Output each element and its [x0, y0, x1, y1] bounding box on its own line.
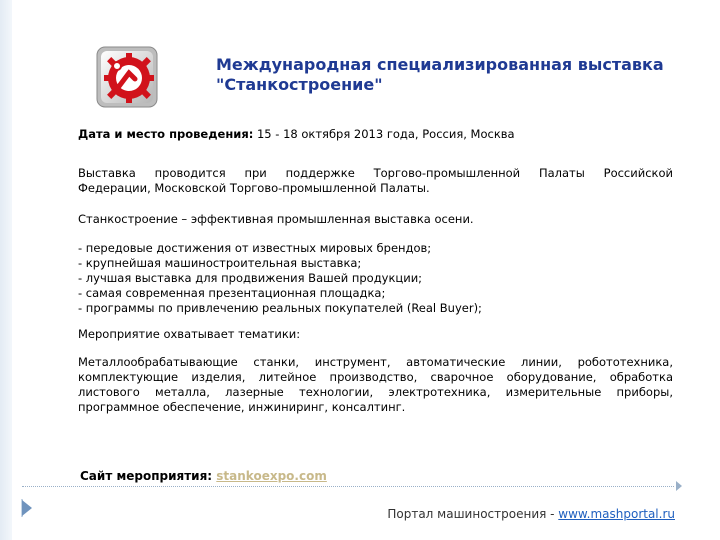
list-item: - программы по привлечению реальных покупателей (Real Buyer);	[78, 301, 482, 315]
topics-text: Металлообрабатывающие станки, инструмент, автоматические линии, робототехника, комплектующие изделия, литейное производство, сварочное оборудование, обработка листового металла, лазерные технологии, электротехника, измерительные приборы, программное обеспечение, инжиниринг, консалтинг.	[78, 355, 673, 414]
support-word: Российской	[603, 166, 673, 180]
site-link[interactable]: stankoexpo.com	[216, 469, 327, 483]
list-item: - лучшая выставка для продвижения Вашей продукции;	[78, 271, 423, 285]
event-site	[80, 469, 327, 483]
event-date-place	[78, 127, 673, 142]
footer-text: Портал машиностроения -	[387, 507, 559, 521]
date-value: 15 - 18 октября 2013 года, Россия, Москва	[256, 127, 515, 141]
support-word: при	[244, 166, 267, 180]
support-word: Выставка	[78, 166, 136, 180]
title-line-2: "Станкостроение"	[216, 75, 383, 94]
support-word: проводится	[154, 166, 226, 180]
support-line-2: Федерации, Московской Торгово-промышленной Палаты.	[78, 181, 430, 195]
list-item: - самая современная презентационная площадка;	[78, 286, 386, 300]
list-item: - передовые достижения от известных мировых брендов;	[78, 241, 432, 255]
list-item: - крупнейшая машиностроительная выставка;	[78, 256, 362, 270]
support-paragraph	[78, 166, 673, 196]
support-line-1	[78, 166, 673, 181]
support-word: Торгово-промышленной	[373, 166, 521, 180]
date-label: Дата и место проведения:	[78, 127, 254, 141]
page-title	[216, 55, 696, 95]
nav-arrow-icon	[22, 500, 32, 516]
topics-heading: Мероприятие охватывает тематики:	[78, 327, 301, 341]
left-decorative-band	[0, 0, 12, 540]
advantages-list	[78, 241, 673, 316]
site-label: Сайт мероприятия:	[80, 469, 213, 483]
divider-arrow-icon	[676, 481, 682, 491]
gear-logo-icon	[95, 45, 159, 109]
footer-link[interactable]: www.mashportal.ru	[558, 507, 675, 521]
support-word: Палаты	[538, 166, 585, 180]
tagline: Станкостроение – эффективная промышленная выставка осени.	[78, 212, 474, 226]
title-line-1: Международная специализированная выставка	[216, 55, 664, 74]
footer-divider	[22, 486, 674, 487]
footer	[387, 507, 675, 521]
support-word: поддержке	[285, 166, 355, 180]
